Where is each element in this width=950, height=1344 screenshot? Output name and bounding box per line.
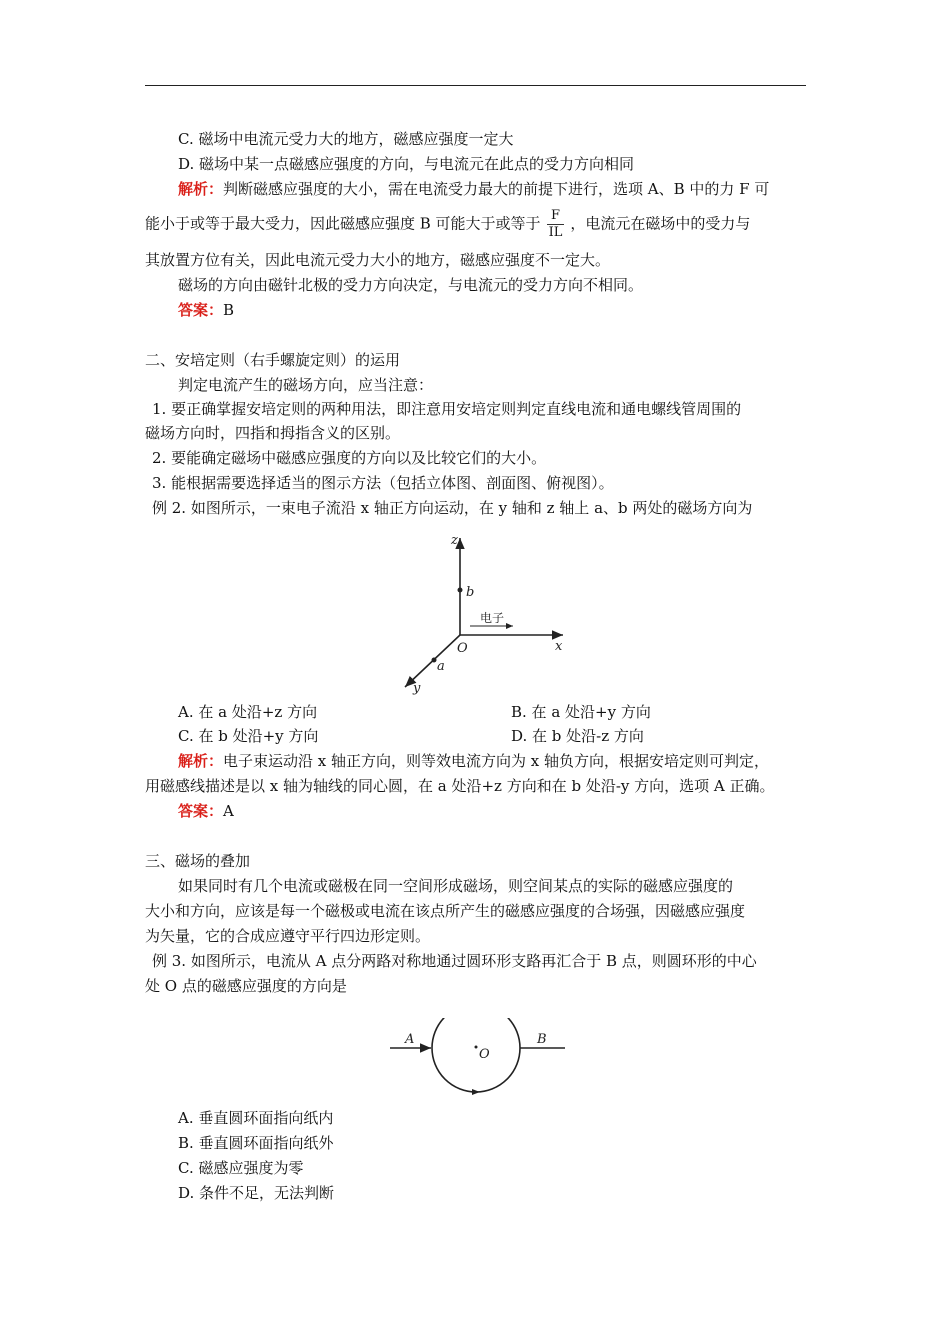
ex3-option-d: D. 条件不足，无法判断 bbox=[178, 1184, 335, 1202]
a-label: a bbox=[437, 659, 445, 674]
q1-option-c: C. 磁场中电流元受力大的地方，磁感应强度一定大 bbox=[178, 130, 514, 148]
b-label: b bbox=[466, 585, 475, 600]
answer-label: 答案： bbox=[178, 301, 224, 319]
section3-para-line3: 为矢量，它的合成应遵守平行四边形定则。 bbox=[145, 927, 431, 945]
a-label: A bbox=[405, 1032, 415, 1047]
electron-label: 电子 bbox=[480, 611, 505, 625]
x-axis-label: x bbox=[555, 639, 563, 654]
header-rule bbox=[145, 85, 806, 86]
fraction-f-over-il bbox=[547, 208, 565, 241]
section2-item2: 2. 要能确定磁场中磁感应强度的方向以及比较它们的大小。 bbox=[152, 449, 547, 467]
ex2-option-b: B. 在 a 处沿+y 方向 bbox=[511, 703, 651, 721]
analysis-text: ，电流元在磁场中的受力与 bbox=[570, 214, 751, 233]
analysis-text: 判断磁感应强度的大小，需在电流受力最大的前提下进行，选项 A、B 中的力 F 可 bbox=[223, 180, 770, 198]
analysis-label: 解析： bbox=[178, 180, 224, 198]
fraction-numerator: F bbox=[547, 208, 565, 225]
ex3-option-c: C. 磁感应强度为零 bbox=[178, 1159, 304, 1177]
q1-option-d: D. 磁场中某一点磁感应强度的方向，与电流元在此点的受力方向相同 bbox=[178, 155, 635, 173]
ex2-analysis-line1 bbox=[178, 750, 843, 772]
analysis-text: 电子束运动沿 x 轴正方向，则等效电流方向为 x 轴负方向，根据安培定则可判定， bbox=[223, 752, 770, 770]
answer-value: B bbox=[223, 301, 235, 319]
o-label: O bbox=[479, 1047, 490, 1062]
section2-item1-line2: 磁场方向时，四指和拇指含义的区别。 bbox=[145, 424, 401, 442]
current-ring bbox=[432, 1018, 520, 1092]
answer-value: A bbox=[223, 802, 234, 820]
example3-question-line1: 例 3. 如图所示，电流从 A 点分两路对称地通过圆环形支路再汇合于 B 点，则圆环形的中心 bbox=[152, 952, 757, 970]
section3-para-line2: 大小和方向，应该是每一个磁极或电流在该点所产生的磁感应强度的合场强，因磁感应强度 bbox=[145, 902, 746, 920]
section2-intro: 判定电流产生的磁场方向，应当注意： bbox=[178, 376, 434, 394]
axes-diagram bbox=[395, 530, 580, 695]
section2-heading: 二、安培定则（右手螺旋定则）的运用 bbox=[145, 351, 401, 369]
ex3-option-a: A. 垂直圆环面指向纸内 bbox=[178, 1109, 334, 1127]
y-axis-label: y bbox=[413, 681, 421, 695]
b-label: B bbox=[537, 1032, 547, 1047]
q1-analysis-line4: 磁场的方向由磁针北极的受力方向决定，与电流元的受力方向不相同。 bbox=[178, 276, 644, 294]
example2-question: 例 2. 如图所示，一束电子流沿 x 轴正方向运动，在 y 轴和 z 轴上 a、b 两处的磁场方向为 bbox=[152, 499, 753, 517]
ex3-option-b: B. 垂直圆环面指向纸外 bbox=[178, 1134, 334, 1152]
section2-item1-line1: 1. 要正确掌握安培定则的两种用法，即注意用安培定则判定直线电流和通电螺线管周围的 bbox=[152, 400, 742, 418]
q1-analysis-line1 bbox=[178, 178, 843, 200]
point-a bbox=[432, 658, 437, 663]
section3-heading: 三、磁场的叠加 bbox=[145, 852, 251, 870]
ex2-analysis-line2: 用磁感线描述是以 x 轴为轴线的同心圆，在 a 处沿+z 方向和在 b 处沿-y 方向，选项 A 正确。 bbox=[145, 777, 775, 795]
ring-diagram bbox=[385, 1018, 570, 1108]
ex2-answer bbox=[178, 800, 843, 822]
answer-label: 答案： bbox=[178, 802, 224, 820]
point-b bbox=[458, 588, 463, 593]
section2-item3: 3. 能根据需要选择适当的图示方法（包括立体图、剖面图、俯视图）。 bbox=[152, 474, 614, 492]
z-axis-label: z bbox=[451, 533, 458, 548]
ring-bottom-arrow bbox=[472, 1089, 480, 1095]
analysis-label: 解析： bbox=[178, 752, 224, 770]
analysis-text: 能小于或等于最大受力，因此磁感应强度 B 可能大于或等于 bbox=[145, 214, 541, 233]
q1-answer bbox=[178, 299, 843, 321]
ex2-option-a: A. 在 a 处沿+z 方向 bbox=[178, 703, 318, 721]
q1-analysis-line2 bbox=[145, 208, 810, 241]
example3-question-line2: 处 O 点的磁感应强度的方向是 bbox=[145, 977, 347, 995]
section3-para-line1: 如果同时有几个电流或磁极在同一空间形成磁场，则空间某点的实际的磁感应强度的 bbox=[178, 877, 734, 895]
center-o-dot bbox=[475, 1046, 478, 1049]
ex2-option-d: D. 在 b 处沿-z 方向 bbox=[511, 727, 644, 745]
fraction-denominator: IL bbox=[548, 225, 563, 240]
origin-label: O bbox=[457, 641, 468, 656]
q1-analysis-line3: 其放置方位有关，因此电流元受力大小的地方，磁感应强度不一定大。 bbox=[145, 251, 611, 269]
ex2-option-c: C. 在 b 处沿+y 方向 bbox=[178, 727, 319, 745]
